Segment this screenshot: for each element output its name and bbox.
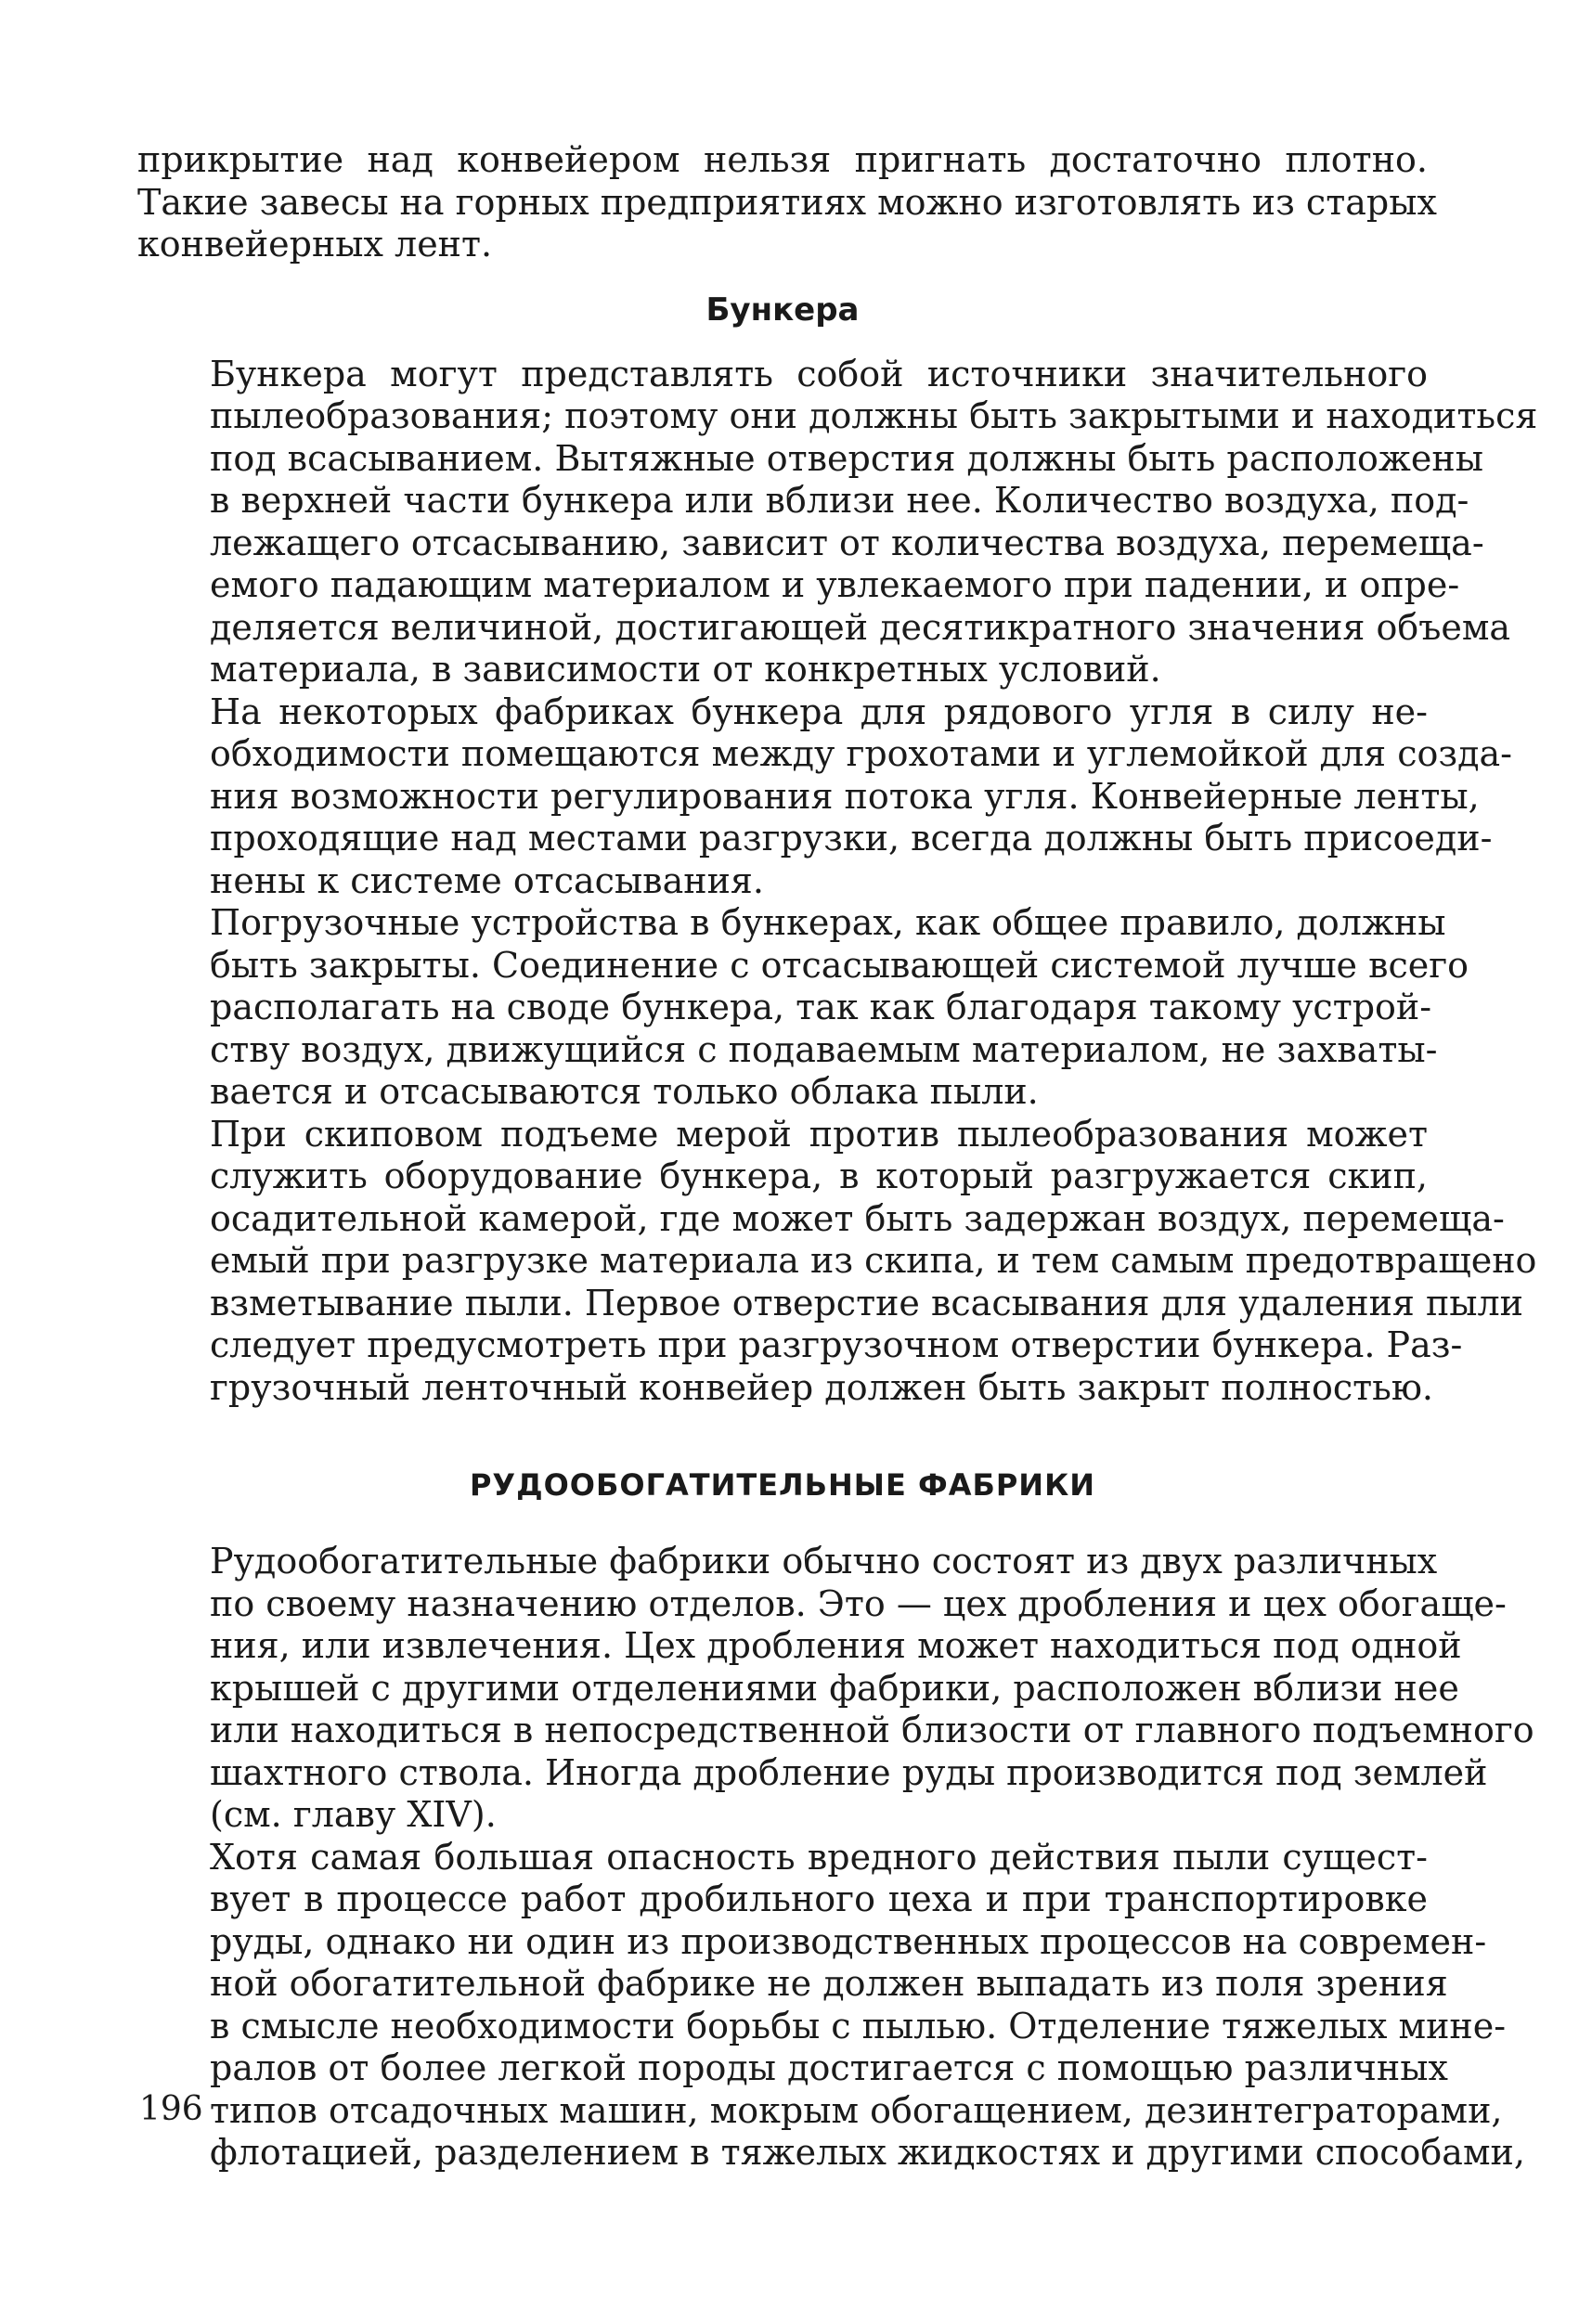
text-line: быть закрыты. Соединение с отсасывающей системой лучше всего	[210, 944, 1469, 986]
text-line: ству воздух, движущийся с подаваемым материалом, не захваты-	[210, 1028, 1438, 1070]
text-line: пылеобразования; поэтому они должны быть закрытыми и находиться	[210, 395, 1538, 436]
text-line: Погрузочные устройства в бункерах, как общее правило, должны	[210, 902, 1446, 943]
bunkers-paragraph-3	[137, 902, 1469, 1114]
text-line: лежащего отсасыванию, зависит от количества воздуха, перемеща-	[210, 522, 1484, 563]
text-line: Хотя самая большая опасность вредного действия пыли сущест-	[210, 1836, 1428, 1878]
ore-paragraph-2	[137, 1836, 1525, 2175]
text-line: ной обогатительной фабрике не должен выпадать из поля зрения	[210, 1963, 1448, 2004]
text-line: в верхней части бункера или вблизи нее. Количество воздуха, под-	[210, 480, 1469, 521]
text-line: На некоторых фабриках бункера для рядового угля в силу не-	[210, 691, 1428, 732]
text-line: обходимости помещаются между грохотами и углемойкой для созда-	[210, 733, 1512, 774]
text-line: осадительной камерой, где может быть задержан воздух, перемеща-	[210, 1197, 1505, 1239]
text-line: Рудообогатительные фабрики обычно состоят из двух различных	[210, 1541, 1438, 1582]
bunkers-paragraph-1	[137, 353, 1538, 691]
page-body	[137, 139, 1538, 2175]
text-line: флотацией, разделением в тяжелых жидкостях и другими способами,	[210, 2132, 1525, 2173]
text-line: взметывание пыли. Первое отверстие всасывания для удаления пыли	[210, 1282, 1523, 1323]
text-line: руды, однако ни один из производственных процессов на современ-	[210, 1920, 1487, 1962]
text-line: располагать на своде бункера, так как благодаря такому устрой-	[210, 987, 1432, 1027]
intro-paragraph	[137, 139, 1437, 266]
text-line: в смысле необходимости борьбы с пылью. Отделение тяжелых мине-	[210, 2005, 1507, 2046]
text-line: вается и отсасываются только облака пыли.	[210, 1071, 1039, 1112]
text-line: емого падающим материалом и увлекаемого при падении, и опре-	[210, 564, 1460, 605]
text-line: крышей с другими отделениями фабрики, расположен вблизи нее	[210, 1667, 1459, 1709]
text-line: ния возможности регулирования потока угля. Конвейерные ленты,	[210, 775, 1480, 817]
ore-plants-section-heading: РУДООБОГАТИТЕЛЬНЫЕ ФАБРИКИ	[469, 1467, 1096, 1503]
text-line: прикрытие над конвейером нельзя пригнать достаточно плотно.	[137, 139, 1428, 180]
text-line: под всасыванием. Вытяжные отверстия должны быть расположены	[210, 437, 1483, 479]
text-line: конвейерных лент.	[137, 224, 493, 265]
text-line: При скиповом подъеме мерой против пылеобразования может	[210, 1113, 1428, 1155]
text-line: нены к системе отсасывания.	[210, 859, 764, 901]
page-number: 196	[139, 2090, 203, 2128]
text-line: типов отсадочных машин, мокрым обогащением, дезинтеграторами,	[210, 2089, 1503, 2131]
text-line: деляется величиной, достигающей десятикратного значения объема	[210, 606, 1511, 648]
text-line: или находиться в непосредственной близости от главного подъемного	[210, 1710, 1534, 1750]
bunkers-paragraph-4	[137, 1113, 1537, 1410]
text-line: материала, в зависимости от конкретных условий.	[210, 649, 1161, 690]
text-line: Такие завесы на горных предприятиях можно изготовлять из старых	[137, 181, 1437, 223]
text-line: Бункера могут представлять собой источники значительного	[210, 353, 1428, 394]
text-line: шахтного ствола. Иногда дробление руды производится под землей	[210, 1751, 1488, 1793]
bunkers-paragraph-2	[137, 691, 1512, 903]
text-line: грузочный ленточный конвейер должен быть закрыт полностью.	[210, 1366, 1433, 1408]
text-line: емый при разгрузке материала из скипа, и тем самым предотвращено	[210, 1240, 1537, 1281]
text-line: (см. главу XIV).	[210, 1794, 497, 1835]
text-line: по своему назначению отделов. Это — цех дробления и цех обогаще-	[210, 1582, 1507, 1624]
text-line: ния, или извлечения. Цех дробления может находиться под одной	[210, 1625, 1462, 1666]
text-line: следует предусмотреть при разгрузочном отверстии бункера. Раз-	[210, 1324, 1463, 1365]
text-line: служить оборудование бункера, в который разгружается скип,	[210, 1156, 1428, 1196]
bunkers-heading: Бункера	[705, 290, 860, 329]
text-line: проходящие над местами разгрузки, всегда должны быть присоеди-	[210, 818, 1493, 859]
ore-paragraph-1	[137, 1541, 1534, 1837]
text-line: ралов от более легкой породы достигается с помощью различных	[210, 2047, 1448, 2088]
text-line: вует в процессе работ дробильного цеха и при транспортировке	[210, 1879, 1428, 1919]
